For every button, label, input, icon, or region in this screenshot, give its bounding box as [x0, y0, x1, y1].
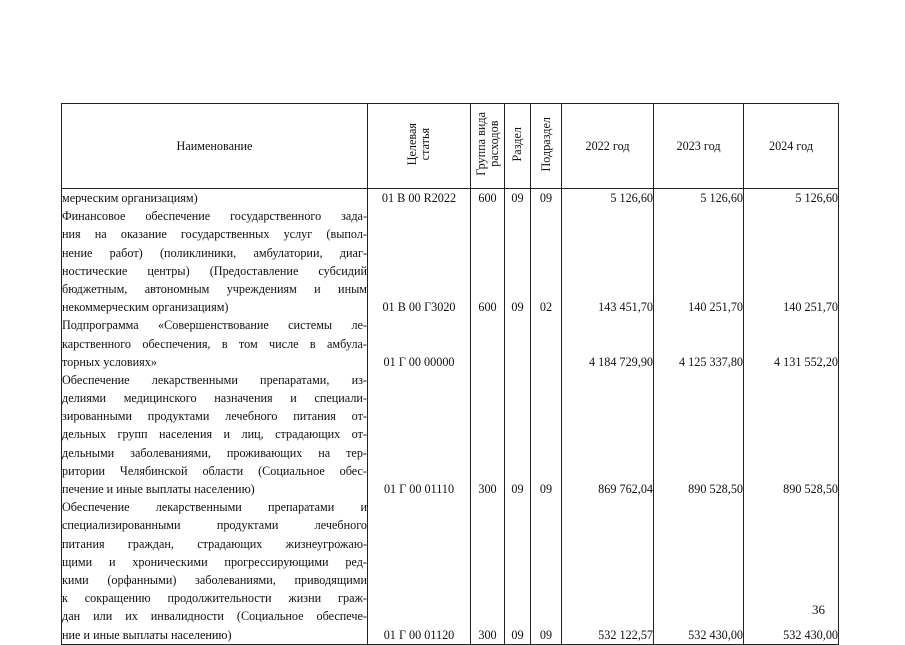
row-name-line: кими (орфанными) заболеваниями, приводящими: [62, 572, 367, 587]
row-section: 09: [505, 207, 531, 316]
table-row: [62, 316, 839, 371]
row-name-line: ностические центры) (Предоставление субсидий: [62, 263, 367, 278]
row-name-line: щими и хроническими прогрессирующими ред-: [62, 554, 367, 569]
page-number: 36: [812, 602, 825, 617]
row-value-2022: 143 451,70: [562, 207, 654, 316]
header-expense-group: Группа вида расходов: [471, 104, 505, 189]
row-name-line: питания граждан, страдающих жизнеугрожаю-: [62, 536, 367, 551]
row-subsection: 09: [531, 371, 562, 498]
row-value-2024: 890 528,50: [744, 371, 839, 498]
row-name-line: печение и иные выплаты населению): [62, 482, 255, 497]
row-expense-group: 600: [471, 189, 505, 208]
row-expense-group: [471, 316, 505, 371]
row-name: [62, 316, 368, 371]
row-subsection: 09: [531, 189, 562, 208]
header-section: Раздел: [505, 104, 531, 189]
row-value-2022: 532 122,57: [562, 498, 654, 644]
row-name-line: дельными заболеваниями, проживающих на тер-: [62, 445, 367, 460]
row-section: 09: [505, 189, 531, 208]
row-value-2024: 140 251,70: [744, 207, 839, 316]
row-name-line: Обеспечение лекарственными препаратами, из-: [62, 372, 367, 387]
row-name: [62, 207, 368, 316]
row-value-2023: 5 126,60: [654, 189, 744, 208]
row-target-article: 01 В 00 Г3020: [368, 207, 471, 316]
row-expense-group: 300: [471, 498, 505, 644]
row-section: 09: [505, 371, 531, 498]
row-value-2023: 140 251,70: [654, 207, 744, 316]
row-expense-group: 300: [471, 371, 505, 498]
row-subsection: [531, 316, 562, 371]
row-name-line: Подпрограмма «Совершенствование системы ле-: [62, 318, 367, 333]
header-name: Наименование: [62, 104, 368, 189]
header-2022: 2022 год: [562, 104, 654, 189]
row-subsection: 09: [531, 498, 562, 644]
row-name-line: ритории Челябинской области (Социальное обес-: [62, 463, 367, 478]
row-name-line: дан или их инвалидности (Социальное обеспече-: [62, 609, 367, 624]
row-name-line: Обеспечение лекарственными препаратами и: [62, 500, 367, 515]
row-section: [505, 316, 531, 371]
row-section: 09: [505, 498, 531, 644]
row-value-2024: 4 131 552,20: [744, 316, 839, 371]
table-row: [62, 371, 839, 498]
row-value-2024: 5 126,60: [744, 189, 839, 208]
header-2024: 2024 год: [744, 104, 839, 189]
row-name-line: Финансовое обеспечение государственного зада-: [62, 209, 367, 224]
row-name-line: ния на оказание государственных услуг (выпол-: [62, 227, 367, 242]
row-name-line: нение работ) (поликлиники, амбулатории, диаг-: [62, 245, 367, 260]
header-2023: 2023 год: [654, 104, 744, 189]
table-row: [62, 207, 839, 316]
row-name-line: мерческим организациям): [62, 191, 198, 206]
row-name-line: ние и иные выплаты населению): [62, 627, 232, 642]
header-subsection: Подраздел: [531, 104, 562, 189]
table-row: [62, 498, 839, 644]
row-name-line: некоммерческим организациям): [62, 300, 229, 315]
row-target-article: 01 Г 00 01110: [368, 371, 471, 498]
row-name-line: зированными продуктами лечебного питания от-: [62, 409, 367, 424]
row-value-2022: 4 184 729,90: [562, 316, 654, 371]
row-name-line: дельных групп населения и лиц, страдающих от-: [62, 427, 367, 442]
header-target-article: Целевая статья: [368, 104, 471, 189]
row-target-article: 01 Г 00 00000: [368, 316, 471, 371]
budget-table: [61, 103, 839, 645]
row-name-line: торных условиях»: [62, 354, 157, 369]
row-name-line: карственного обеспечения, в том числе в амбула-: [62, 336, 367, 351]
row-expense-group: 600: [471, 207, 505, 316]
row-subsection: 02: [531, 207, 562, 316]
row-value-2023: 532 430,00: [654, 498, 744, 644]
row-name: [62, 189, 368, 208]
row-value-2024: 532 430,00: [744, 498, 839, 644]
table-header-row: [62, 104, 839, 189]
row-name-line: специализированными продуктами лечебного: [62, 518, 367, 533]
row-value-2022: 869 762,04: [562, 371, 654, 498]
row-name-line: делиями медицинского назначения и специали-: [62, 391, 367, 406]
row-target-article: 01 В 00 R2022: [368, 189, 471, 208]
table-row: [62, 189, 839, 208]
row-name: [62, 498, 368, 644]
row-name-line: бюджетным, автономным учреждениям и иным: [62, 281, 367, 296]
row-value-2023: 4 125 337,80: [654, 316, 744, 371]
row-value-2023: 890 528,50: [654, 371, 744, 498]
row-name: [62, 371, 368, 498]
row-target-article: 01 Г 00 01120: [368, 498, 471, 644]
row-name-line: к сокращению продолжительности жизни граж-: [62, 591, 367, 606]
row-value-2022: 5 126,60: [562, 189, 654, 208]
